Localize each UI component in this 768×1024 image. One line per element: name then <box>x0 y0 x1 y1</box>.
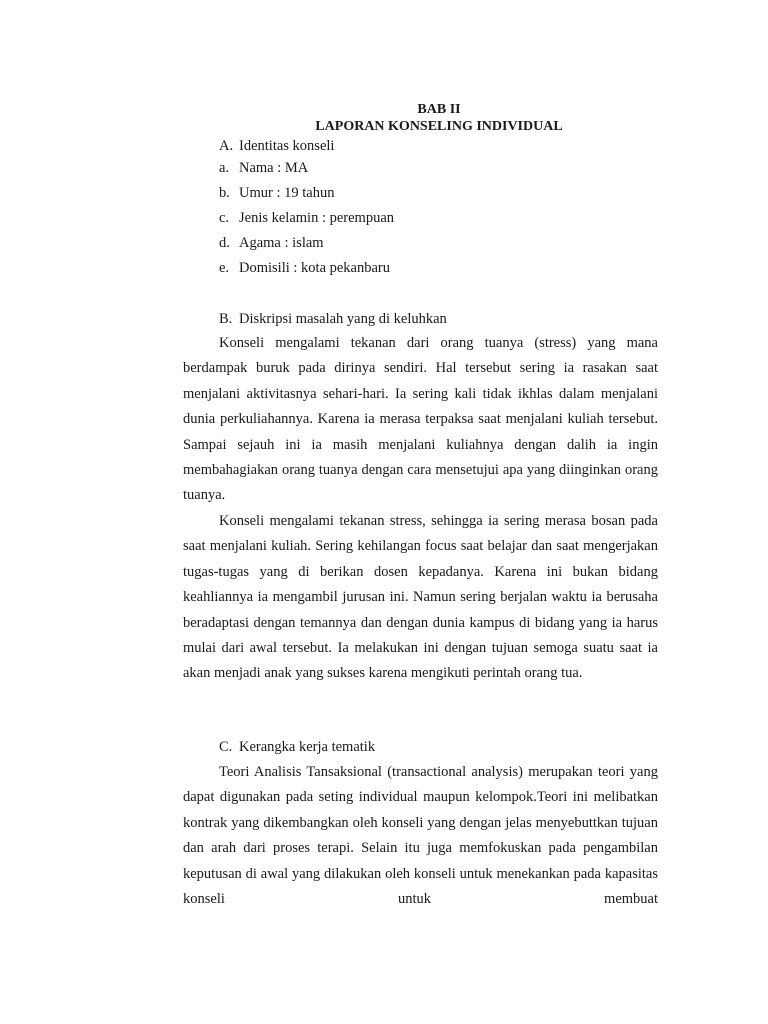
section-marker: B. <box>219 311 233 327</box>
section-marker: A. <box>219 138 234 154</box>
list-text: Jenis kelamin : perempuan <box>239 210 395 226</box>
list-item <box>219 233 324 253</box>
list-marker: e. <box>219 260 230 276</box>
list-text: Nama : MA <box>239 160 309 176</box>
list-marker: b. <box>219 185 230 201</box>
list-text: Agama : islam <box>239 235 324 251</box>
paragraph: Konseli mengalami tekanan dari orang tuanya (stress) yang mana berdampak buruk pada dirinya sendiri. Hal tersebut sering ia rasakan saat menjalani aktivitasnya sehari-hari. Ia sering kali tidak ikhlas dalam menjalani dunia perkuliahannya. Karena ia merasa terpaksa saat menjalani kuliah tersebut. Sampai sejauh ini ia masih menjalani kuliahnya dengan dalih ia ingin membahagiakan orang tuanya dengan cara mensetujui apa yang diinginkan orang tuanya. <box>183 335 658 504</box>
section-c-heading <box>219 737 375 757</box>
list-marker: d. <box>219 235 230 251</box>
list-item <box>219 258 390 278</box>
section-b-heading <box>219 309 447 329</box>
list-marker: a. <box>219 160 230 176</box>
list-item <box>219 158 308 178</box>
section-title: Diskripsi masalah yang di keluhkan <box>239 311 447 327</box>
chapter-label: BAB II <box>417 102 461 117</box>
section-marker: C. <box>219 739 233 755</box>
list-item <box>219 208 394 228</box>
paragraph: Teori Analisis Tansaksional (transactional analysis) merupakan teori yang dapat digunakan pada seting individual maupun kelompok.Teori ini melibatkan kontrak yang dikembangkan oleh konseli yang dengan jelas menyebuttkan tujuan dan arah dari proses terapi. Selain itu juga memfokuskan pada pengambilan keputusan di awal yang dilakukan oleh konseli untuk menekankan pada kapasitas konseli untuk membuat <box>183 764 658 908</box>
section-a-heading <box>219 136 334 156</box>
paragraph: Konseli mengalami tekanan stress, sehingga ia sering merasa bosan pada saat menjalani kuliah. Sering kehilangan focus saat belajar dan saat mengerjakan tugas-tugas yang di berikan dosen kepadanya. Karena ini bukan bidang keahliannya ia mengambil jurusan ini. Namun sering berjalan waktu ia berusaha beradaptasi dengan temannya dan dengan dunia kampus di bidang yang ia harus mulai dari awal tersebut. Ia melakukan ini dengan tujuan semoga suatu saat ia akan menjadi anak yang sukses karena mengikuti perintah orang tua. <box>183 513 658 682</box>
list-text: Domisili : kota pekanbaru <box>239 260 391 276</box>
list-text: Umur : 19 tahun <box>239 185 335 201</box>
section-title: Identitas konseli <box>239 138 335 154</box>
document-title: LAPORAN KONSELING INDIVIDUAL <box>315 119 563 134</box>
section-title: Kerangka kerja tematik <box>239 739 376 755</box>
list-marker: c. <box>219 210 230 226</box>
list-item <box>219 183 334 203</box>
